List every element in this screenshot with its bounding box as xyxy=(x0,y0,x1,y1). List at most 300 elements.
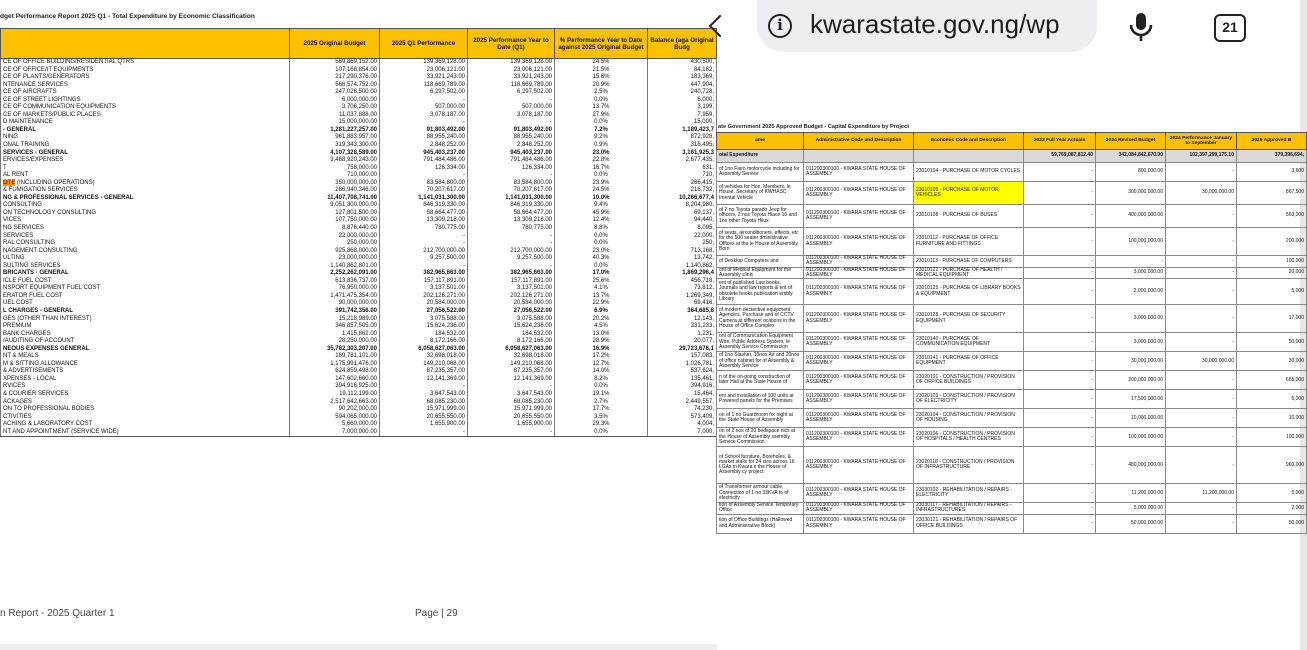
cell-q1: 87,235,357.00 xyxy=(380,368,468,376)
cell-revised: - xyxy=(1096,256,1166,268)
cell-econ: 23010108 - PURCHASE OF BUSES xyxy=(914,205,1024,228)
cell-q1: 846,319,330.00 xyxy=(380,202,468,210)
row-label xyxy=(1,361,290,369)
table-row xyxy=(717,267,1307,279)
cell-actual: - xyxy=(1024,447,1096,484)
cell-pct: 28.9% xyxy=(555,338,648,346)
table-row xyxy=(1,285,717,293)
cell-perf: - xyxy=(1166,163,1237,182)
row-label xyxy=(1,263,290,271)
cell-perf: - xyxy=(1166,305,1237,333)
cell-bal: 3,161,925,3 xyxy=(648,150,717,158)
row-label xyxy=(1,195,290,203)
row-label-text: NT AND APPOINTMENT (SERVICE WIDE) xyxy=(3,428,119,435)
table-row xyxy=(1,202,717,210)
cell-pct: 25.6% xyxy=(555,278,648,286)
cell-bal: 157,083, xyxy=(648,353,717,361)
cell-actual: 59,769,087,812.40 xyxy=(1024,150,1096,163)
cell-bal: 20,077, xyxy=(648,338,717,346)
row-label xyxy=(1,127,290,135)
row-label xyxy=(1,414,290,422)
cell-budget: 2,517,642,663.00 xyxy=(290,399,380,407)
cell-admin: 011200300100 - KWARA STATE HOUSE OF ASSEMBLY xyxy=(804,514,914,533)
cell-budget: 15,000,000.00 xyxy=(290,119,380,127)
cell-econ: 23020103 - CONSTRUCTION / PROVISION OF ELECTRICITY xyxy=(914,390,1024,409)
cell-q1: - xyxy=(380,383,468,391)
row-label xyxy=(1,89,290,97)
cell-budget: 8,876,440.00 xyxy=(290,225,380,233)
project-name: of Transformer armour cable, Connection of 1 no 33KVA to of electricity xyxy=(717,484,804,503)
table-row xyxy=(1,89,717,97)
row-label xyxy=(1,421,290,429)
cell-ytd: 3,137,501.00 xyxy=(468,285,555,293)
cell-admin: 011200300100 - KWARA STATE HOUSE OF ASSEMBLY xyxy=(804,447,914,484)
row-label xyxy=(1,255,290,263)
cell-approved: 20,000 xyxy=(1237,267,1307,279)
row-label xyxy=(1,399,290,407)
cell-ytd: - xyxy=(468,233,555,241)
table-row xyxy=(1,346,717,354)
cell-revised: 800,000.00 xyxy=(1096,163,1166,182)
cell-actual: - xyxy=(1024,484,1096,503)
row-label-text: T xyxy=(3,164,7,171)
cell-pct: 24.5% xyxy=(555,59,648,67)
cell-q1: 507,000.00 xyxy=(380,104,468,112)
cell-approved: 665,000 xyxy=(1237,371,1307,390)
cell-q1: 83,584,800.00 xyxy=(380,180,468,188)
cell-pct: 0.0% xyxy=(555,119,648,127)
cell-admin: 011200300100 - KWARA STATE HOUSE OF ASSEMBLY xyxy=(804,428,914,447)
cell-ytd: 3,647,543.00 xyxy=(468,391,555,399)
table-row xyxy=(1,421,717,429)
row-label-text: D MAINTENANCE xyxy=(3,119,53,126)
cell-pct: 9.4% xyxy=(555,202,648,210)
cell-pct: 16.9% xyxy=(555,346,648,354)
cell-q1: 20,655,550.00 xyxy=(380,414,468,422)
cell-budget: 11,037,888.00 xyxy=(290,112,380,120)
table-row xyxy=(717,428,1307,447)
cell-perf: - xyxy=(1166,409,1237,428)
project-name: ent of published Law books, Journals and law reports & ent of obsolete books publication embly Library xyxy=(717,279,804,305)
cell-econ: 23010140 - PURCHASE OF COMMUNICATION EQUIPMENT xyxy=(914,333,1024,352)
cell-q1: 791,484,486.00 xyxy=(380,157,468,165)
table-row xyxy=(717,279,1307,305)
cell-bal: 1,231, xyxy=(648,331,717,339)
cell-revised: 100,000,000.00 xyxy=(1096,228,1166,256)
cell-econ: 23010141 - PURCHASE OF OFFICE EQUIPMENT xyxy=(914,352,1024,371)
cell-pct: 10.0% xyxy=(555,195,648,203)
mic-icon[interactable] xyxy=(1127,12,1155,42)
cell-pct: 0.0% xyxy=(555,240,648,248)
cell-q1: - xyxy=(380,172,468,180)
cell-q1: 780,775.00 xyxy=(380,225,468,233)
cell-bal: 331,233, xyxy=(648,323,717,331)
cell-budget: 189,781,101.00 xyxy=(290,353,380,361)
cell-ytd: 846,319,330.00 xyxy=(468,202,555,210)
cell-pct: 23.0% xyxy=(555,150,648,158)
table-row xyxy=(717,352,1307,371)
cell-admin: 011200300100 - KWARA STATE HOUSE OF ASSEMBLY xyxy=(804,267,914,279)
table-row xyxy=(1,391,717,399)
table-row xyxy=(1,248,717,256)
cell-ytd: - xyxy=(468,383,555,391)
cell-budget: 391,742,356.00 xyxy=(290,308,380,316)
cell-admin: 011200300100 - KWARA STATE HOUSE OF ASSEMBLY xyxy=(804,163,914,182)
info-icon[interactable]: i xyxy=(768,14,792,38)
cell-q1: 184,532.00 xyxy=(380,331,468,339)
cell-bal: 6,000, xyxy=(648,97,717,105)
cell-perf: - xyxy=(1166,279,1237,305)
cell-pct: 17.7% xyxy=(555,406,648,414)
cell-ytd: - xyxy=(468,172,555,180)
project-name: on of 2 nos of 20 bedspace nics at the House of Assembly ssembly Service Commission xyxy=(717,428,804,447)
cell-q1: - xyxy=(380,429,468,437)
cell-pct: 23.9% xyxy=(555,180,648,188)
cell-revised: 3,000,000.00 xyxy=(1096,333,1166,352)
cell-q1: - xyxy=(380,240,468,248)
cell-actual: - xyxy=(1024,182,1096,205)
cell-budget: 15,218,989.00 xyxy=(290,316,380,324)
table-row xyxy=(1,74,717,82)
cell-q1: 27,056,522.00 xyxy=(380,308,468,316)
cell-pct: 0.0% xyxy=(555,172,648,180)
cell-pct: 0.0% xyxy=(555,383,648,391)
cell-econ: 23020101 - CONSTRUCTION / PROVISION OF OFFICE BUILDINGS xyxy=(914,371,1024,390)
cell-approved: 867,500 xyxy=(1237,182,1307,205)
cell-approved: 2,000 xyxy=(1237,503,1307,515)
column-header: Economic Code and Description xyxy=(914,133,1024,150)
cell-pct: 0.0% xyxy=(555,97,648,105)
row-label-text: BRICANTS - GENERAL xyxy=(3,270,69,277)
cell-bal: 364,685,8 xyxy=(648,308,717,316)
cell-ytd: 945,403,237.00 xyxy=(468,150,555,158)
cell-bal: 69,416, xyxy=(648,300,717,308)
cell-ytd: 87,235,357.00 xyxy=(468,368,555,376)
cell-actual: - xyxy=(1024,390,1096,409)
cell-pct: 22.9% xyxy=(555,300,648,308)
row-label xyxy=(1,338,290,346)
row-label-text: & COURIER SERVICES xyxy=(3,391,69,398)
row-label-text: XPENSES - LOCAL xyxy=(3,375,57,382)
row-label xyxy=(1,331,290,339)
cell-q1: 157,117,891.00 xyxy=(380,278,468,286)
cell-budget: 4,107,328,589.00 xyxy=(290,150,380,158)
cell-actual: - xyxy=(1024,371,1096,390)
cell-bal: 8,204,980, xyxy=(648,202,717,210)
row-label-text: SULTING SERVICES xyxy=(3,262,61,269)
cell-ytd: 126,334.00 xyxy=(468,165,555,173)
table-row xyxy=(717,163,1307,182)
project-name: of School furniture, Boreholes, & market stalls for 24 cies across 16 LGAs in Kwara e the House of Assembly cy project xyxy=(717,447,804,484)
cell-approved: 10,000 xyxy=(1237,409,1307,428)
total-row xyxy=(717,150,1307,163)
row-label xyxy=(1,210,290,218)
cell-budget: 107,750,000.00 xyxy=(290,217,380,225)
cell-budget: 247,026,500.00 xyxy=(290,89,380,97)
cell-bal: 7,000, xyxy=(648,429,717,437)
cell-ytd: - xyxy=(468,263,555,271)
cell-pct: 20.9% xyxy=(555,82,648,90)
cell-ytd: 184,532.00 xyxy=(468,331,555,339)
column-header: Administrative Code and Description xyxy=(804,133,914,150)
cell-pct: 16.7% xyxy=(555,165,648,173)
cell-bal: 316,495, xyxy=(648,142,717,150)
table-row xyxy=(1,210,717,218)
cell-econ: 23010112 - PURCHASE OF OFFICE FURNITURE AND FITTINGS xyxy=(914,228,1024,256)
cell-bal: 94,440, xyxy=(648,217,717,225)
cell-econ: 23010113 - PURCHASE OF COMPUTERS xyxy=(914,256,1024,268)
cell-ytd: 202,126,271.00 xyxy=(468,293,555,301)
cell-perf: - xyxy=(1166,447,1237,484)
cell-q1: 3,075,588.00 xyxy=(380,316,468,324)
table-row xyxy=(1,323,717,331)
cell-bal: 4,004, xyxy=(648,421,717,429)
cell-perf: 102,397,299,175.10 xyxy=(1166,150,1237,163)
row-label xyxy=(1,119,290,127)
cell-ytd: 1,141,031,300.00 xyxy=(468,195,555,203)
cell-q1: 6,058,627,063.00 xyxy=(380,346,468,354)
cell-q1: - xyxy=(380,97,468,105)
cell-actual: - xyxy=(1024,256,1096,268)
cell-bal: 12,143, xyxy=(648,316,717,324)
cell-q1: 149,210,068.00 xyxy=(380,361,468,369)
cell-budget: 76,950,000.00 xyxy=(290,285,380,293)
cell-ytd: 58,664,477.00 xyxy=(468,210,555,218)
cell-ytd: 157,117,891.00 xyxy=(468,278,555,286)
cell-q1: 212,700,000.00 xyxy=(380,248,468,256)
row-label-text: CE OF MARKETS/PUBLIC PLACES xyxy=(3,111,101,118)
cell-ytd: 139,369,128.00 xyxy=(468,59,555,67)
cell-pct: 8.8% xyxy=(555,225,648,233)
row-label-text: ACHING & LABORATORY COST xyxy=(3,421,93,428)
cell-pct: 9.2% xyxy=(555,134,648,142)
row-label-text: SERVICES xyxy=(3,232,34,239)
table-row xyxy=(1,361,717,369)
row-label-text: AL RENT xyxy=(3,172,29,179)
table-row xyxy=(1,233,717,241)
row-label xyxy=(1,278,290,286)
row-label xyxy=(1,316,290,324)
cell-budget: 35,782,303,207.00 xyxy=(290,346,380,354)
cell-budget: 350,000,000.00 xyxy=(290,180,380,188)
cell-bal: 73,812, xyxy=(648,285,717,293)
tab-counter[interactable]: 21 xyxy=(1214,14,1246,42)
cell-q1: 202,126,271.00 xyxy=(380,293,468,301)
cell-bal: 2,449,557, xyxy=(648,399,717,407)
column-header: % Performance Year to Date against 2025 Original Budget xyxy=(555,29,648,59)
cell-approved: 50,000 xyxy=(1237,514,1307,533)
cell-admin: 011200300100 - KWARA STATE HOUSE OF ASSEMBLY xyxy=(804,371,914,390)
cell-perf: - xyxy=(1166,428,1237,447)
total-label: otal Expenditure xyxy=(717,150,804,163)
row-label-text: & ADVERTISEMENTS xyxy=(3,368,64,375)
table-row xyxy=(1,300,717,308)
cell-bal: 10,266,677,4 xyxy=(648,195,717,203)
cell-ytd: 70,207,617.00 xyxy=(468,187,555,195)
cell-revised: 30,000,000.00 xyxy=(1096,352,1166,371)
cell-bal: 84,162, xyxy=(648,67,717,75)
cell-revised: 300,000,000.00 xyxy=(1096,182,1166,205)
cell-approved: 569,000 xyxy=(1237,205,1307,228)
table-row xyxy=(1,104,717,112)
cell-approved: 30,000 xyxy=(1237,352,1307,371)
row-label xyxy=(1,67,290,75)
cell-ytd: 15,971,999.00 xyxy=(468,406,555,414)
row-label-text: RVICES xyxy=(3,383,26,390)
cell-ytd: 68,085,230.00 xyxy=(468,399,555,407)
cell-revised: 3,000,000.00 xyxy=(1096,305,1166,333)
cell-budget: 346,857,505.00 xyxy=(290,323,380,331)
cell-pct: 20.2% xyxy=(555,316,648,324)
row-label xyxy=(1,150,290,158)
row-label xyxy=(1,225,290,233)
table-row xyxy=(717,390,1307,409)
cell-q1: 15,971,999.00 xyxy=(380,406,468,414)
cell-revised: 10,000,000.00 xyxy=(1096,409,1166,428)
table-row xyxy=(717,447,1307,484)
table-row xyxy=(1,195,717,203)
cell-q1: 13,309,218.00 xyxy=(380,217,468,225)
table-row xyxy=(1,67,717,75)
cell-revised: 11,200,000.00 xyxy=(1096,484,1166,503)
table-header-row xyxy=(1,29,717,59)
cell-actual: - xyxy=(1024,333,1096,352)
cell-actual: - xyxy=(1024,514,1096,533)
cell-pct: 27.9% xyxy=(555,112,648,120)
project-name: ont of Medical Equipment for the Assembly clinic xyxy=(717,267,804,279)
cell-pct: 0.9% xyxy=(555,142,648,150)
row-label-text: NSPORT EQUIPMENT FUEL COST xyxy=(3,285,101,292)
row-label-text: - GENERAL xyxy=(3,126,36,133)
cell-budget: 3,468,920,243.00 xyxy=(290,157,380,165)
row-label-text: ULTING xyxy=(3,255,25,262)
cell-budget: 19,112,199.00 xyxy=(290,391,380,399)
cell-ytd: 20,584,000.00 xyxy=(468,300,555,308)
cell-q1: - xyxy=(380,233,468,241)
cell-bal: 430,500, xyxy=(648,59,717,67)
cell-actual: - xyxy=(1024,205,1096,228)
cell-econ: 23020104 - CONSTRUCTION / PROVISION OF HOUSING xyxy=(914,409,1024,428)
cell-ytd: 1,655,900.00 xyxy=(468,421,555,429)
cell-bal: 447,904, xyxy=(648,82,717,90)
table-row xyxy=(1,376,717,384)
cell-pct: 21.5% xyxy=(555,67,648,75)
cell-bal: 135,461, xyxy=(648,376,717,384)
cell-approved: 200,000 xyxy=(1237,228,1307,256)
cell-q1: 2,848,252.00 xyxy=(380,142,468,150)
row-label xyxy=(1,59,290,67)
cell-bal: 183,369, xyxy=(648,74,717,82)
cell-q1: 1,655,900.00 xyxy=(380,421,468,429)
cell-approved: 960,000 xyxy=(1237,447,1307,484)
table-header-row xyxy=(717,133,1307,150)
row-label-text: VICES xyxy=(3,217,22,224)
cell-budget: 613,836,737.00 xyxy=(290,278,380,286)
cell-budget: 28,250,000.00 xyxy=(290,338,380,346)
table-row xyxy=(1,82,717,90)
cell-budget: 566,574,752.00 xyxy=(290,82,380,90)
cell-ytd: 212,700,000.00 xyxy=(468,248,555,256)
row-label xyxy=(1,112,290,120)
cell-budget: 250,000.00 xyxy=(290,240,380,248)
cell-q1: 70,207,617.00 xyxy=(380,187,468,195)
cell-admin xyxy=(804,150,914,163)
cell-revised: 342,084,842,670.00 xyxy=(1096,150,1166,163)
cell-ytd: - xyxy=(468,240,555,248)
cell-ytd: 32,698,018.00 xyxy=(468,353,555,361)
cell-approved: 379,396,694, xyxy=(1237,150,1307,163)
row-label-text: & FUMIGATION SERVICES xyxy=(3,187,78,194)
row-label-text: CE OF OFFICE/IT EQUIPMENTS xyxy=(3,66,94,73)
cell-budget: 594,065,000.00 xyxy=(290,414,380,422)
cell-pct: 4.1% xyxy=(555,285,648,293)
cell-budget: 7,000,000.00 xyxy=(290,429,380,437)
cell-perf: 30,000,000.00 xyxy=(1166,352,1237,371)
cell-q1: 126,334.00 xyxy=(380,165,468,173)
table-row xyxy=(1,406,717,414)
cell-budget: 127,801,500.00 xyxy=(290,210,380,218)
cell-bal: 631, xyxy=(648,165,717,173)
row-label xyxy=(1,97,290,105)
row-label-text: NTENANCE SERVICES xyxy=(3,81,68,88)
cell-ytd: 507,000.00 xyxy=(468,104,555,112)
cell-actual: - xyxy=(1024,305,1096,333)
cell-bal: 713,168, xyxy=(648,248,717,256)
row-label-text: SERVICES - GENERAL xyxy=(3,149,68,156)
cell-bal: 1,140,862, xyxy=(648,263,717,271)
table-row xyxy=(1,240,717,248)
cell-econ: 23010104 - PURCHASE OF MOTOR CYCLES xyxy=(914,163,1024,182)
row-label xyxy=(1,165,290,173)
cell-admin: 011200300100 - KWARA STATE HOUSE OF ASSEMBLY xyxy=(804,205,914,228)
cell-perf: 30,000,000.00 xyxy=(1166,182,1237,205)
cell-bal: 1,269,349, xyxy=(648,293,717,301)
cell-econ: 23030102 - REHABILITATION / REPAIRS - ELECTRICITY xyxy=(914,484,1024,503)
cell-ytd: 20,655,550.00 xyxy=(468,414,555,422)
column-header: 2025 Q1 Performance xyxy=(380,29,468,59)
row-label xyxy=(1,187,290,195)
cell-bal: 216,732, xyxy=(648,187,717,195)
cell-pct: 45.9% xyxy=(555,210,648,218)
table-row xyxy=(1,270,717,278)
cell-pct: 23.0% xyxy=(555,248,648,256)
table-row xyxy=(1,165,717,173)
cell-pct: 12.4% xyxy=(555,217,648,225)
table-row xyxy=(1,97,717,105)
column-header: 2025 Performance Year to Date (Q1) xyxy=(468,29,555,59)
cell-revised: 200,000,000.00 xyxy=(1096,371,1166,390)
cell-perf: - xyxy=(1166,228,1237,256)
cell-pct: 19.1% xyxy=(555,391,648,399)
row-label-text: NG & PROFESSIONAL SERVICES - GENERAL xyxy=(3,194,134,201)
row-label-text: NT & MEALS xyxy=(3,353,39,360)
cell-ytd: 780,775.00 xyxy=(468,225,555,233)
table-row xyxy=(1,399,717,407)
cell-admin: 011200300100 - KWARA STATE HOUSE OF ASSEMBLY xyxy=(804,279,914,305)
cell-budget: 147,602,660.00 xyxy=(290,376,380,384)
cell-q1: 20,584,000.00 xyxy=(380,300,468,308)
cell-pct: 2.7% xyxy=(555,399,648,407)
table-row xyxy=(1,172,717,180)
url-text[interactable]: kwarastate.gov.ng/wp xyxy=(810,9,1060,39)
cell-actual: - xyxy=(1024,279,1096,305)
row-label-text: CE OF AIRCRAFTS xyxy=(3,89,57,96)
capital-expenditure-table xyxy=(716,132,1307,534)
cell-ytd: 6,058,627,063.00 xyxy=(468,346,555,354)
cell-perf: - xyxy=(1166,267,1237,279)
table-row xyxy=(1,157,717,165)
cell-q1: 3,137,501.00 xyxy=(380,285,468,293)
